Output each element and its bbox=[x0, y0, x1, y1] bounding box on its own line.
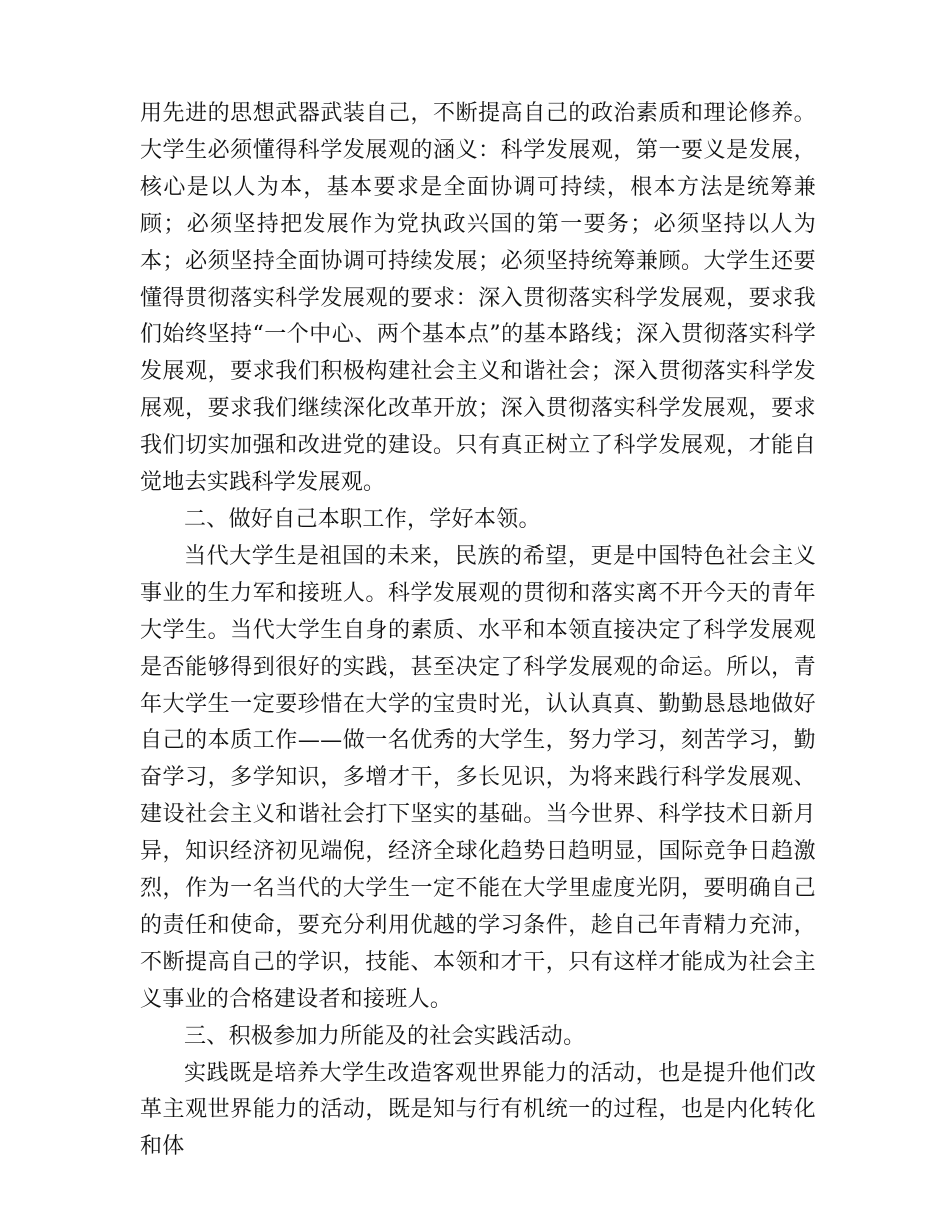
paragraph-1: 用先进的思想武器武装自己，不断提高自己的政治素质和理论修养。大学生必须懂得科学发展观的涵义：科学发展观，第一要义是发展，核心是以人为本，基本要求是全面协调可持续，根本方法是统筹兼顾；必须坚持把发展作为党执政兴国的第一要务；必须坚持以人为本；必须坚持全面协调可持续发展；必须坚持统筹兼顾。大学生还要懂得贯彻落实科学发展观的要求：深入贯彻落实科学发展观，要求我们始终坚持“一个中心、两个基本点”的基本路线；深入贯彻落实科学发展观，要求我们积极构建社会主义和谐社会；深入贯彻落实科学发展观，要求我们继续深化改革开放；深入贯彻落实科学发展观，要求我们切实加强和改进党的建设。只有真正树立了科学发展观，才能自觉地去实践科学发展观。 bbox=[140, 101, 816, 496]
section-heading-3: 三、积极参加力所能及的社会实践活动。 bbox=[184, 1023, 586, 1049]
document-body bbox=[140, 96, 816, 1166]
section-heading-2: 二、做好自己本职工作，学好本领。 bbox=[184, 506, 541, 532]
paragraph-3: 实践既是培养大学生改造客观世界能力的活动，也是提升他们改革主观世界能力的活动，既是知与行有机统一的过程，也是内化转化和体 bbox=[140, 1060, 816, 1160]
paragraph-2: 当代大学生是祖国的未来，民族的希望，更是中国特色社会主义事业的生力军和接班人。科学发展观的贯彻和落实离不开今天的青年大学生。当代大学生自身的素质、水平和本领直接决定了科学发展观是否能够得到很好的实践，甚至决定了科学发展观的命运。所以，青年大学生一定要珍惜在大学的宝贵时光，认认真真、勤勤恳恳地做好自己的本质工作——做一名优秀的大学生，努力学习，刻苦学习，勤奋学习，多学知识，多增才干，多长见识，为将来践行科学发展观、建设社会主义和谐社会打下坚实的基础。当今世界、科学技术日新月异，知识经济初见端倪，经济全球化趋势日趋明显，国际竞争日趋激烈，作为一名当代的大学生一定不能在大学里虚度光阴，要明确自己的责任和使命，要充分利用优越的学习条件，趁自己年青精力充沛，不断提高自己的学识，技能、本领和才干，只有这样才能成为社会主义事业的合格建设者和接班人。 bbox=[140, 543, 816, 1012]
